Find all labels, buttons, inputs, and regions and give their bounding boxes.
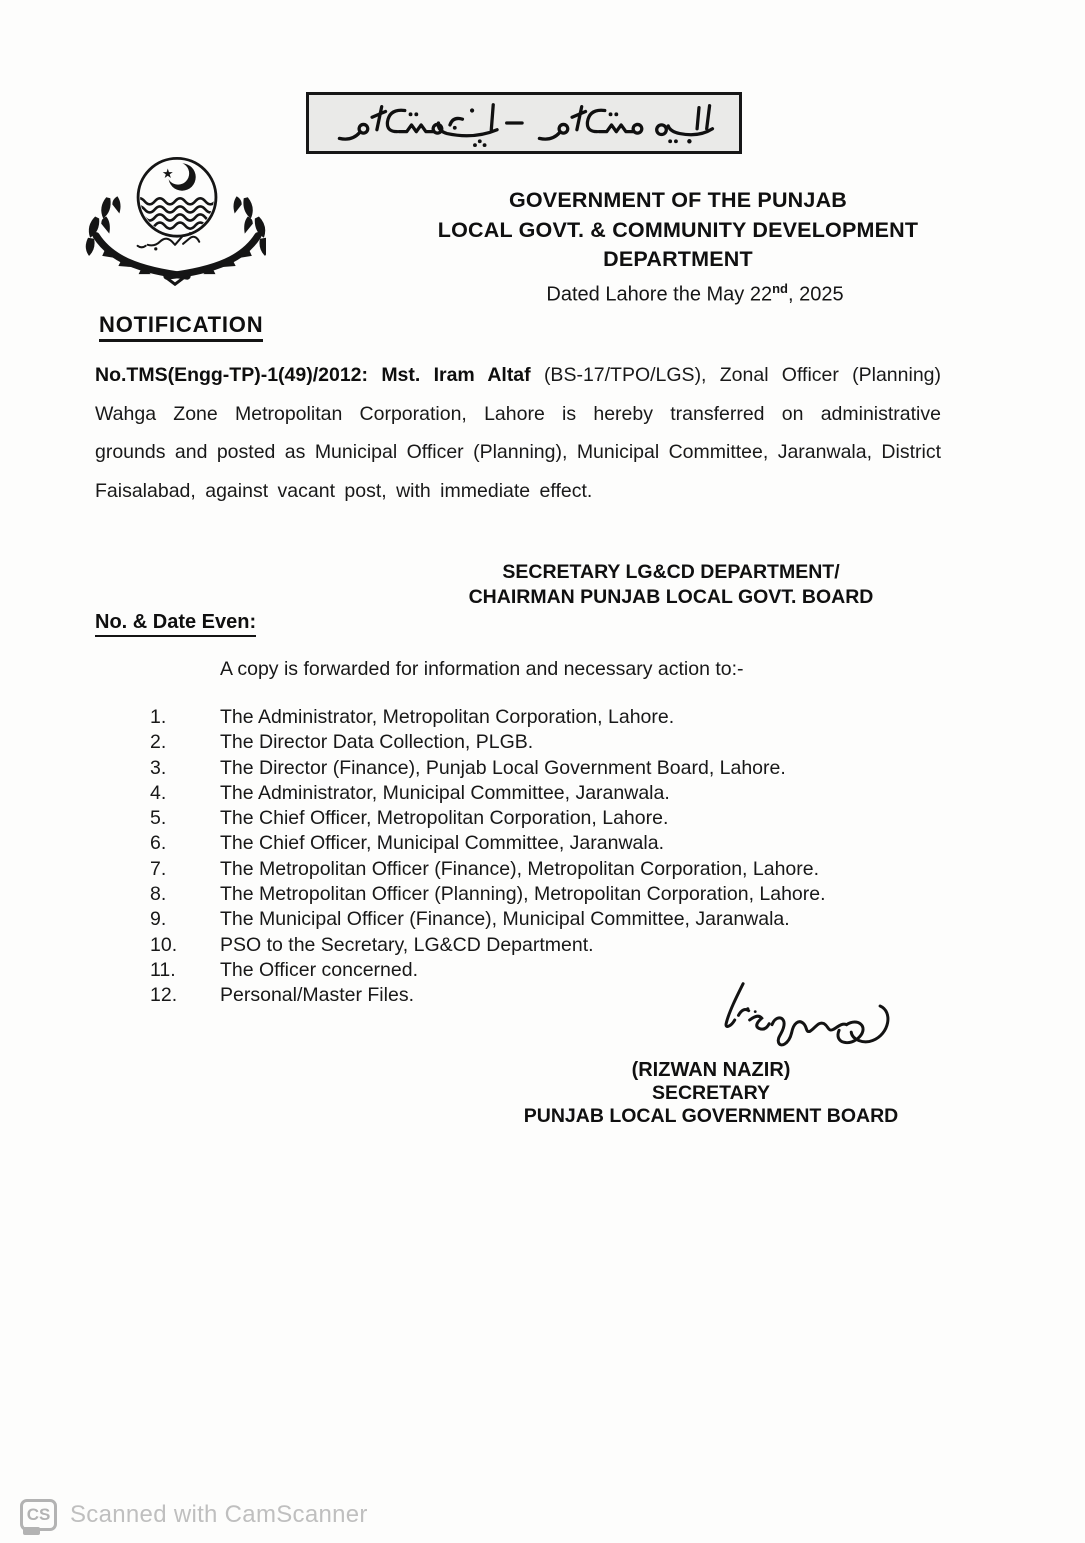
camscanner-logo-tab <box>23 1527 40 1535</box>
item-number: 10. <box>150 933 178 956</box>
date-ordinal: nd <box>772 281 788 296</box>
body-text: (BS-17/TPO/LGS), Zonal Officer (Planning) Wahga Zone Metropolitan Corporation, Lahore is hereby transferred on administrative grounds and posted as Municipal Officer (Planning), Municipal Committee, Jaranwala, District Faisalabad, against vacant post, with immediate effect. <box>95 364 942 502</box>
letterhead-line1: GOVERNMENT OF THE PUNJAB <box>508 188 848 212</box>
item-text: The Chief Officer, Municipal Committee, Jaranwala. <box>220 832 664 855</box>
item-text: The Director Data Collection, PLGB. <box>220 731 534 754</box>
item-number: 3. <box>150 756 167 779</box>
item-text: Personal/Master Files. <box>220 984 414 1007</box>
body-paragraph <box>95 356 941 510</box>
camscanner-footer <box>20 1495 368 1535</box>
signatory-name: (RIZWAN NAZIR) <box>631 1059 791 1081</box>
item-number: 5. <box>150 807 167 830</box>
urdu-slogan-banner <box>306 92 742 154</box>
letterhead-line2: LOCAL GOVT. & COMMUNITY DEVELOPMENT <box>437 217 919 242</box>
item-text: The Director (Finance), Punjab Local Government Board, Lahore. <box>220 756 786 779</box>
urdu-banner-text <box>328 98 720 148</box>
signatory-block <box>512 1058 910 1128</box>
item-number: 7. <box>150 857 167 880</box>
signatory-designation-line2: CHAIRMAN PUNJAB LOCAL GOVT. BOARD <box>468 585 874 608</box>
item-number: 1. <box>150 706 167 728</box>
item-text: The Officer concerned. <box>220 958 418 981</box>
item-text: The Municipal Officer (Finance), Municipal Committee, Jaranwala. <box>220 908 790 931</box>
item-text: PSO to the Secretary, LG&CD Department. <box>220 933 594 956</box>
signatory-designation-line1: SECRETARY LG&CD DEPARTMENT/ <box>502 561 840 583</box>
signature-scribble <box>690 978 895 1062</box>
item-number: 2. <box>150 731 167 754</box>
date-line: Dated Lahore the May 22nd, 2025 <box>546 281 844 306</box>
item-number: 12. <box>150 984 178 1007</box>
item-text: The Metropolitan Officer (Finance), Metropolitan Corporation, Lahore. <box>220 857 820 880</box>
camscanner-logo-letters: CS <box>26 1505 51 1524</box>
item-text: The Administrator, Metropolitan Corporation, Lahore. <box>220 706 675 728</box>
signatory-designation <box>415 560 927 609</box>
notification-heading: NOTIFICATION <box>99 312 263 342</box>
camscanner-watermark-text: Scanned with CamScanner <box>70 1501 368 1528</box>
distribution-list <box>150 705 940 1009</box>
item-number: 4. <box>150 781 167 804</box>
letterhead-line3: DEPARTMENT <box>603 247 753 271</box>
item-number: 8. <box>150 883 167 906</box>
letterhead <box>408 186 948 275</box>
item-number: 6. <box>150 832 167 855</box>
item-text: The Administrator, Municipal Committee, Jaranwala. <box>220 781 670 804</box>
reference-number: No.TMS(Engg-TP)-1(49)/2012: <box>95 364 369 386</box>
officer-name: Mst. Iram Altaf <box>381 364 531 386</box>
signatory-title: SECRETARY <box>651 1082 771 1104</box>
item-text: The Chief Officer, Metropolitan Corporation, Lahore. <box>220 807 669 830</box>
no-date-even-label: No. & Date Even: <box>95 611 256 637</box>
copy-forwarded-line: A copy is forwarded for information and necessary action to:- <box>220 658 744 680</box>
item-number: 11. <box>150 958 176 981</box>
camscanner-logo-icon <box>20 1499 57 1531</box>
svg-text:★: ★ <box>161 166 174 182</box>
item-text: The Metropolitan Officer (Planning), Metropolitan Corporation, Lahore. <box>220 883 826 906</box>
punjab-emblem-icon <box>84 148 266 286</box>
item-number: 9. <box>150 908 167 931</box>
signatory-organization: PUNJAB LOCAL GOVERNMENT BOARD <box>523 1105 899 1127</box>
